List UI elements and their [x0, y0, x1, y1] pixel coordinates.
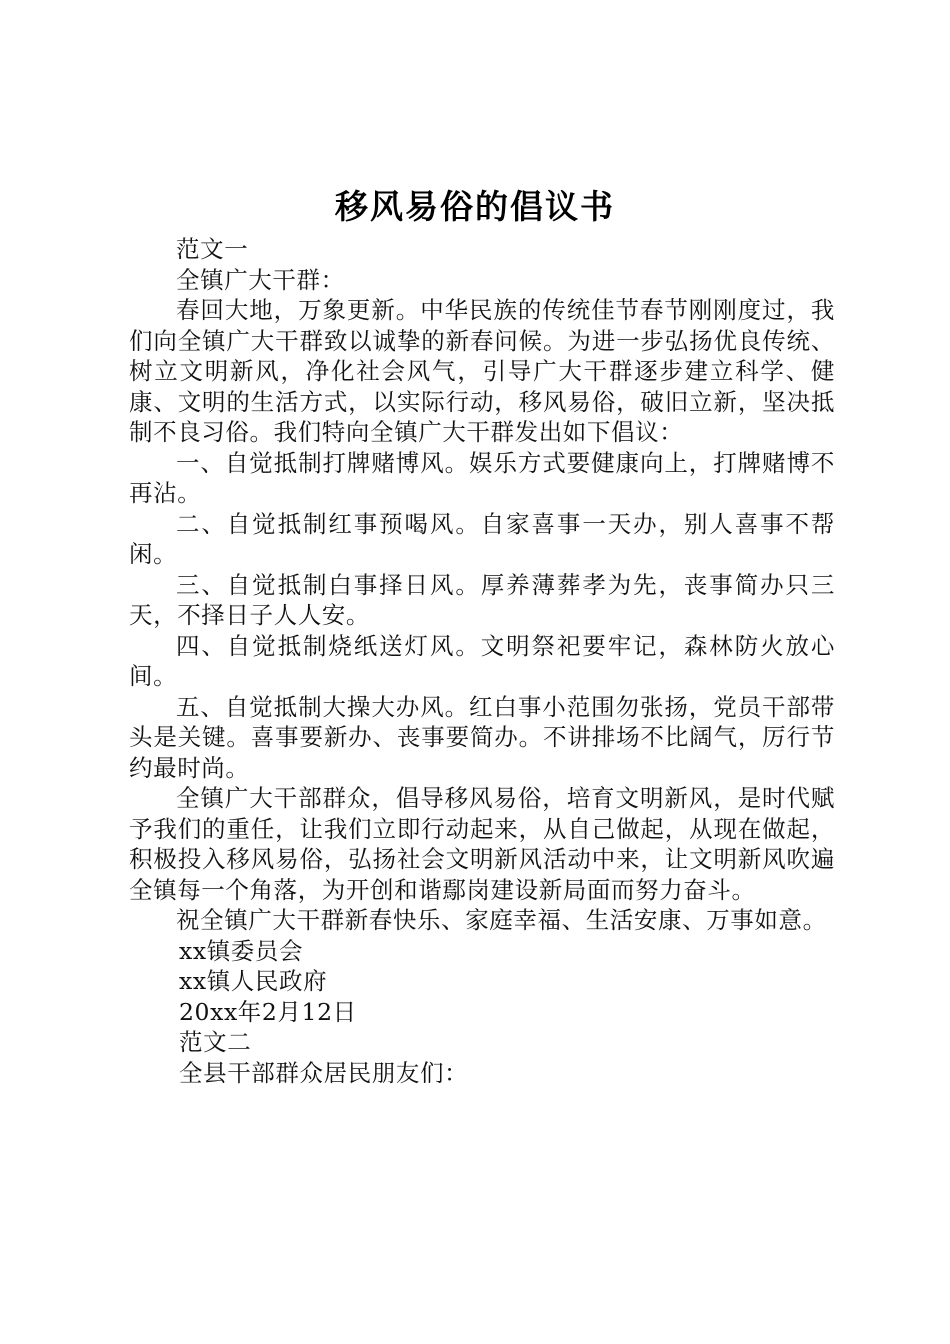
signature-committee: xx镇委员会: [179, 936, 304, 965]
proposal-item-4: 四、自觉抵制烧纸送灯风。文明祭祀要牢记，森林防火放心间。: [129, 631, 835, 690]
intro-paragraph: 春回大地，万象更新。中华民族的传统佳节春节刚刚度过，我们向全镇广大干群致以诚挚的新春问候。为进一步弘扬优良传统、树立文明新风，净化社会风气，引导广大干群逐步建立科学、健康、文明的生活方式，以实际行动，移风易俗，破旧立新，坚决抵制不良习俗。我们特向全镇广大干群发出如下倡议：: [129, 296, 835, 446]
section-heading-two: 范文二: [179, 1028, 252, 1056]
section-heading-one: 范文一: [176, 235, 249, 263]
greeting-paragraph: 祝全镇广大干群新春快乐、家庭幸福、生活安康、万事如意。: [176, 906, 827, 934]
proposal-item-1: 一、自觉抵制打牌赌博风。娱乐方式要健康向上，打牌赌博不再沾。: [129, 448, 835, 507]
call-to-action-paragraph: 全镇广大干部群众，倡导移风易俗，培育文明新风，是时代赋予我们的重任，让我们立即行动起来，从自己做起，从现在做起，积极投入移风易俗，弘扬社会文明新风活动中来，让文明新风吹遍全镇每一个角落，为开创和谐鄢岗建设新局面而努力奋斗。: [129, 784, 835, 904]
proposal-item-2: 二、自觉抵制红事预喝风。自家喜事一天办，别人喜事不帮闲。: [129, 509, 835, 568]
salutation-two: 全县干部群众居民朋友们：: [179, 1058, 469, 1087]
signature-date: 20xx年2月12日: [179, 997, 357, 1026]
signature-government: xx镇人民政府: [179, 967, 328, 995]
salutation: 全镇广大干群：: [176, 265, 345, 294]
document-body: [129, 234, 835, 1088]
proposal-item-3: 三、自觉抵制白事择日风。厚养薄葬孝为先，丧事简办只三天，不择日子人人安。: [129, 570, 835, 629]
document-title: 移风易俗的倡议书: [335, 187, 615, 226]
proposal-item-5: 五、自觉抵制大操大办风。红白事小范围勿张扬，党员干部带头是关键。喜事要新办、丧事要简办。不讲排场不比阔气，厉行节约最时尚。: [129, 692, 835, 782]
